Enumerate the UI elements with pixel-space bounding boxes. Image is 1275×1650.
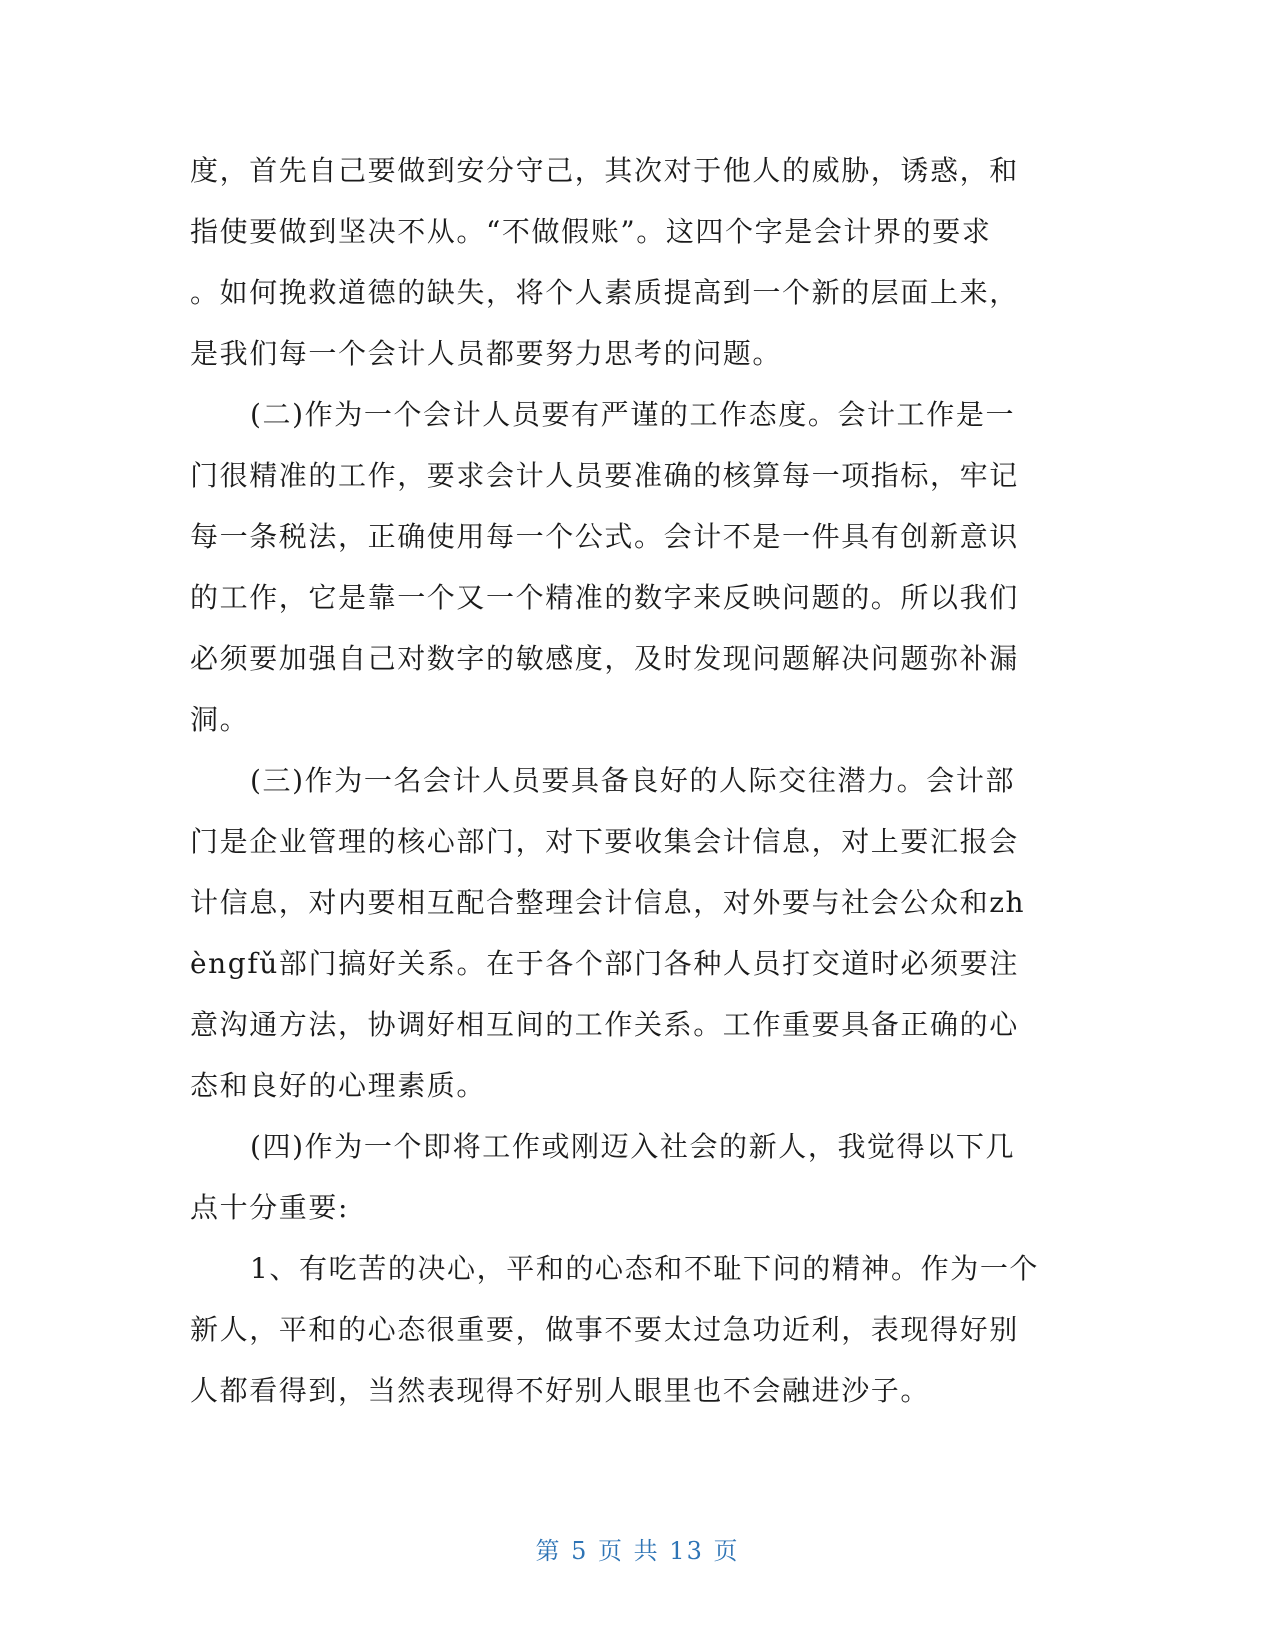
text-line: 点十分重要: bbox=[190, 1191, 350, 1224]
text-line: 意沟通方法，协调好相互间的工作关系。工作重要具备正确的心 bbox=[190, 1008, 1019, 1041]
text-line: (四)作为一个即将工作或刚迈入社会的新人，我觉得以下几 bbox=[250, 1130, 1016, 1163]
text-line: 计信息，对内要相互配合整理会计信息，对外要与社会公众和zh bbox=[190, 886, 1026, 919]
text-line: 指使要做到坚决不从。“不做假账”。这四个字是会计界的要求 bbox=[190, 215, 992, 248]
text-line: 必须要加强自己对数字的敏感度，及时发现问题解决问题弥补漏 bbox=[190, 642, 1019, 675]
text-line: (二)作为一个会计人员要有严谨的工作态度。会计工作是一 bbox=[250, 398, 1016, 431]
text-line: 1、有吃苦的决心，平和的心态和不耻下问的精神。作为一个 bbox=[250, 1252, 1040, 1285]
text-line: 的工作，它是靠一个又一个精准的数字来反映问题的。所以我们 bbox=[190, 581, 1019, 614]
text-line: èngfǔ部门搞好关系。在于各个部门各种人员打交道时必须要注 bbox=[190, 947, 1019, 980]
text-line: (三)作为一名会计人员要具备良好的人际交往潜力。会计部 bbox=[250, 764, 1016, 797]
body-text bbox=[190, 140, 1085, 1421]
text-line: 门很精准的工作，要求会计人员要准确的核算每一项指标，牢记 bbox=[190, 459, 1019, 492]
text-line: 洞。 bbox=[190, 703, 250, 736]
text-line: 。如何挽救道德的缺失，将个人素质提高到一个新的层面上来， bbox=[190, 276, 1019, 309]
text-line: 每一条税法，正确使用每一个公式。会计不是一件具有创新意识 bbox=[190, 520, 1019, 553]
text-line: 是我们每一个会计人员都要努力思考的问题。 bbox=[190, 337, 783, 370]
text-line: 人都看得到，当然表现得不好别人眼里也不会融进沙子。 bbox=[190, 1374, 931, 1407]
page-footer: 第 5 页 共 13 页 bbox=[535, 1537, 740, 1565]
text-line: 门是企业管理的核心部门，对下要收集会计信息，对上要汇报会 bbox=[190, 825, 1019, 858]
text-line: 新人，平和的心态很重要，做事不要太过急功近利，表现得好别 bbox=[190, 1313, 1019, 1346]
text-line: 态和良好的心理素质。 bbox=[190, 1069, 487, 1102]
text-line: 度，首先自己要做到安分守己，其次对于他人的威胁，诱惑，和 bbox=[190, 154, 1019, 187]
